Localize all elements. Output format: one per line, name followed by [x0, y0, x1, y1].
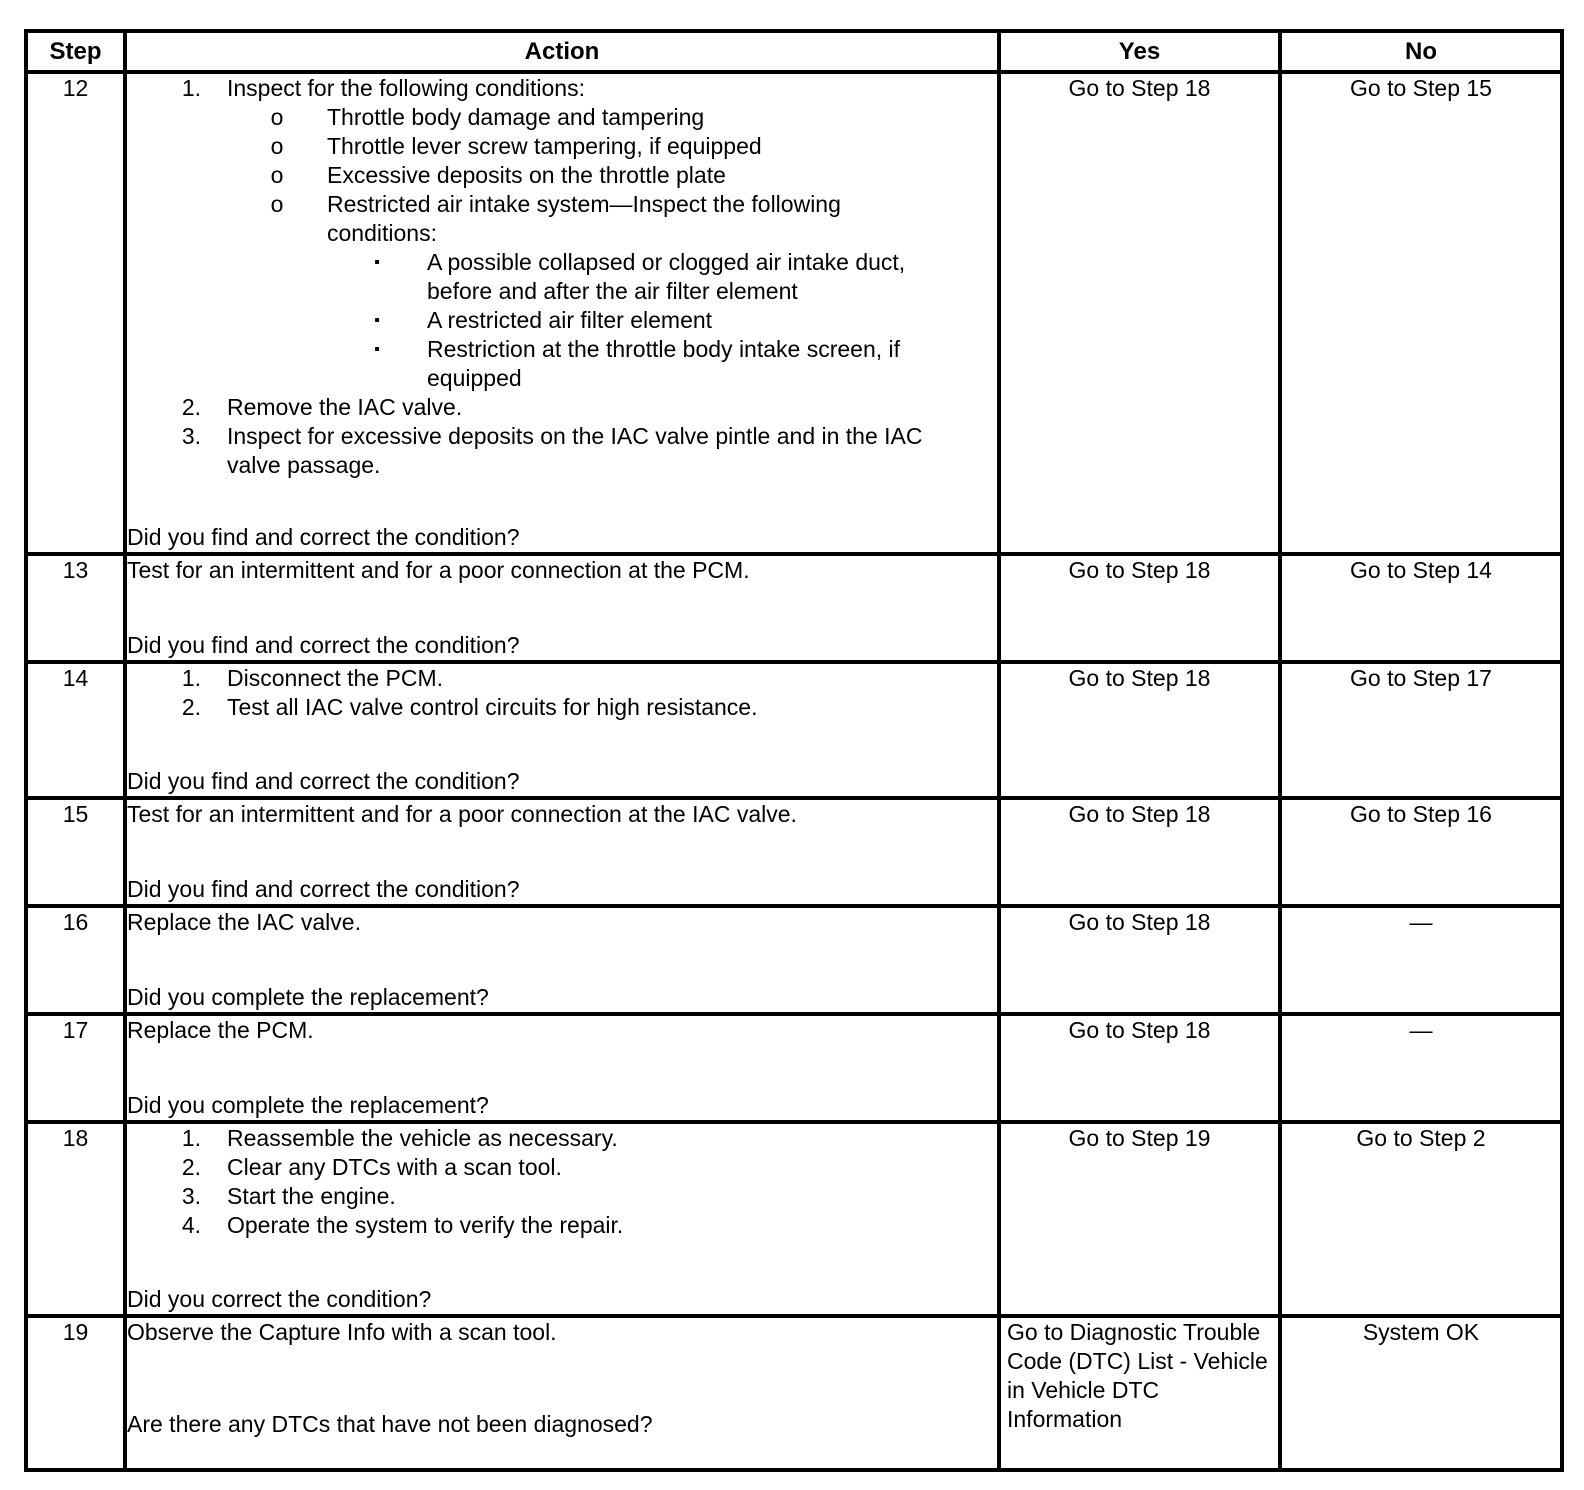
header-step: Step	[26, 31, 125, 72]
header-yes: Yes	[999, 31, 1280, 72]
no-cell: —	[1280, 1014, 1562, 1122]
list-item: 2. Test all IAC valve control circuits for high resistance.	[181, 694, 758, 720]
yes-cell: Go to Diagnostic Trouble Code (DTC) List - Vehicle in Vehicle DTC Information	[999, 1316, 1280, 1470]
circle-bullet-icon: o	[270, 104, 284, 130]
step-number: 19	[26, 1316, 125, 1470]
action-cell	[125, 1316, 999, 1470]
action-cell	[125, 662, 999, 798]
list-item: 3. Inspect for excessive deposits on the IAC valve pintle and in the IAC valve passage.	[181, 423, 923, 478]
question-text: Did you complete the replacement?	[127, 1092, 489, 1118]
table-row	[26, 906, 1562, 1014]
square-bullet-icon: ▪	[374, 254, 380, 271]
no-cell: Go to Step 16	[1280, 798, 1562, 906]
list-item: 2. Clear any DTCs with a scan tool.	[181, 1154, 562, 1180]
diagnostic-table	[24, 29, 1564, 1472]
action-text: Test for an intermittent and for a poor connection at the PCM.	[127, 557, 750, 583]
question-text: Are there any DTCs that have not been diagnosed?	[127, 1411, 653, 1437]
header-no: No	[1280, 31, 1562, 72]
no-cell: Go to Step 14	[1280, 554, 1562, 662]
header-action: Action	[125, 31, 999, 72]
list-item: o Throttle body damage and tampering	[127, 103, 997, 132]
question-text: Did you complete the replacement?	[127, 984, 489, 1010]
list-item: o Excessive deposits on the throttle plate	[127, 161, 997, 190]
circle-bullet-icon: o	[270, 191, 284, 217]
yes-cell: Go to Step 18	[999, 662, 1280, 798]
no-cell: Go to Step 2	[1280, 1122, 1562, 1316]
list-item: 1. Disconnect the PCM.	[181, 665, 444, 691]
list-item: 1. Inspect for the following conditions:	[181, 75, 585, 101]
yes-cell: Go to Step 18	[999, 72, 1280, 554]
table-row	[26, 798, 1562, 906]
action-cell	[125, 1122, 999, 1316]
square-bullet-icon: ▪	[374, 341, 380, 358]
table-row	[26, 72, 1562, 554]
no-cell: —	[1280, 906, 1562, 1014]
step-number: 12	[26, 72, 125, 554]
action-text: Replace the PCM.	[127, 1017, 314, 1043]
action-text: Replace the IAC valve.	[127, 909, 361, 935]
step-number: 15	[26, 798, 125, 906]
action-cell	[125, 1014, 999, 1122]
list-item: o Throttle lever screw tampering, if equipped	[127, 132, 997, 161]
step-number: 14	[26, 662, 125, 798]
question-text: Did you find and correct the condition?	[127, 876, 520, 902]
yes-cell: Go to Step 18	[999, 798, 1280, 906]
yes-cell: Go to Step 18	[999, 554, 1280, 662]
circle-bullet-icon: o	[270, 162, 284, 188]
list-item: 3. Start the engine.	[181, 1183, 396, 1209]
action-cell	[125, 72, 999, 554]
list-item: ▪ A restricted air filter element	[127, 306, 997, 335]
action-cell	[125, 798, 999, 906]
no-cell: Go to Step 17	[1280, 662, 1562, 798]
no-cell: System OK	[1280, 1316, 1562, 1470]
no-cell: Go to Step 15	[1280, 72, 1562, 554]
table-row	[26, 1316, 1562, 1470]
question-text: Did you correct the condition?	[127, 1286, 432, 1312]
list-item: o Restricted air intake system—Inspect the following conditions:	[127, 190, 997, 248]
table-row	[26, 554, 1562, 662]
yes-cell: Go to Step 18	[999, 1014, 1280, 1122]
question-text: Did you find and correct the condition?	[127, 524, 520, 550]
square-bullet-icon: ▪	[374, 312, 380, 329]
list-item: ▪ A possible collapsed or clogged air intake duct, before and after the air filter element	[127, 248, 997, 306]
list-item: 4. Operate the system to verify the repair.	[181, 1212, 624, 1238]
step-number: 18	[26, 1122, 125, 1316]
step-number: 13	[26, 554, 125, 662]
header-row	[26, 31, 1562, 72]
list-item: 1. Reassemble the vehicle as necessary.	[181, 1125, 618, 1151]
yes-cell: Go to Step 19	[999, 1122, 1280, 1316]
table-row	[26, 1014, 1562, 1122]
table-row	[26, 1122, 1562, 1316]
question-text: Did you find and correct the condition?	[127, 632, 520, 658]
table-row	[26, 662, 1562, 798]
action-text: Test for an intermittent and for a poor connection at the IAC valve.	[127, 801, 797, 827]
action-cell	[125, 906, 999, 1014]
yes-cell: Go to Step 18	[999, 906, 1280, 1014]
circle-bullet-icon: o	[270, 133, 284, 159]
list-item: ▪ Restriction at the throttle body intake screen, if equipped	[127, 335, 997, 393]
question-text: Did you find and correct the condition?	[127, 768, 520, 794]
step-number: 16	[26, 906, 125, 1014]
step-number: 17	[26, 1014, 125, 1122]
action-text: Observe the Capture Info with a scan tool.	[127, 1319, 557, 1345]
action-cell	[125, 554, 999, 662]
list-item: 2. Remove the IAC valve.	[181, 394, 463, 420]
